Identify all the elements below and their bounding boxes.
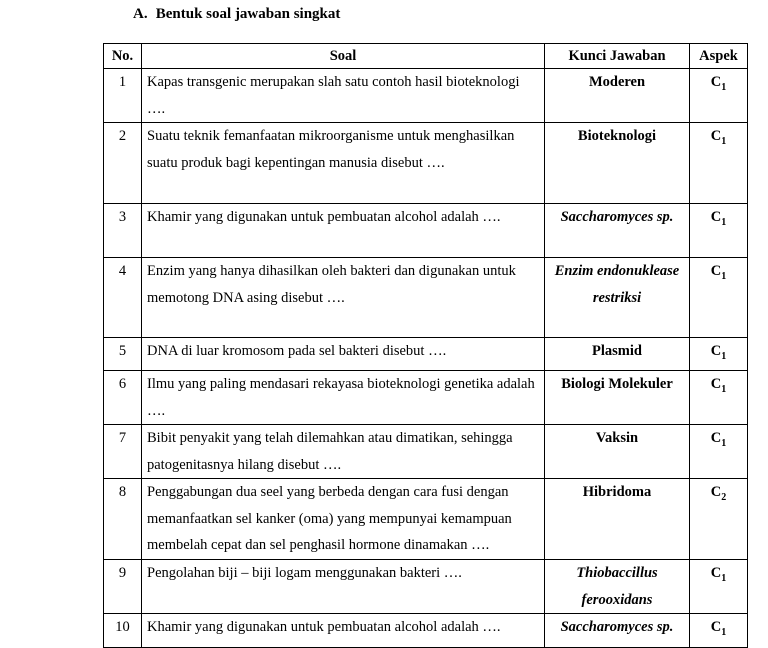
cognitive-level bbox=[690, 425, 748, 479]
cognitive-level-number: 1 bbox=[721, 438, 727, 450]
question-text: Ilmu yang paling mendasari rekayasa bioteknologi genetika adalah …. bbox=[142, 371, 545, 425]
answer-key: Enzim endonuklease restriksi bbox=[545, 258, 690, 338]
cognitive-level-letter: C bbox=[710, 263, 722, 279]
row-number: 10 bbox=[104, 614, 142, 647]
cognitive-level-number: 1 bbox=[721, 270, 727, 282]
answer-key: Biologi Molekuler bbox=[545, 371, 690, 425]
table-row bbox=[104, 425, 748, 479]
header-no: No. bbox=[104, 44, 142, 69]
section-heading bbox=[133, 6, 340, 23]
cognitive-level-number: 1 bbox=[721, 627, 727, 639]
section-title: Bentuk soal jawaban singkat bbox=[155, 6, 341, 22]
cognitive-level-letter: C bbox=[710, 209, 722, 225]
table-row bbox=[104, 371, 748, 425]
table-header-row bbox=[104, 44, 748, 69]
question-text: Pengolahan biji – biji logam menggunakan bakteri …. bbox=[142, 560, 545, 614]
cognitive-level bbox=[690, 614, 748, 647]
row-number: 7 bbox=[104, 425, 142, 479]
cognitive-level-number: 1 bbox=[721, 350, 727, 362]
table-row bbox=[104, 560, 748, 614]
cognitive-level bbox=[690, 479, 748, 560]
answer-key: Bioteknologi bbox=[545, 123, 690, 204]
question-text: Suatu teknik femanfaatan mikroorganisme untuk menghasilkan suatu produk bagi kepentingan manusia disebut …. bbox=[142, 123, 545, 204]
header-soal: Soal bbox=[142, 44, 545, 69]
answer-key: Moderen bbox=[545, 69, 690, 123]
cognitive-level-letter: C bbox=[710, 128, 722, 144]
cognitive-level bbox=[690, 371, 748, 425]
header-kunci-jawaban: Kunci Jawaban bbox=[545, 44, 690, 69]
header-aspek: Aspek bbox=[690, 44, 748, 69]
question-text: Bibit penyakit yang telah dilemahkan atau dimatikan, sehingga patogenitasnya hilang disebut …. bbox=[142, 425, 545, 479]
cognitive-level bbox=[690, 338, 748, 371]
question-text: Khamir yang digunakan untuk pembuatan alcohol adalah …. bbox=[142, 204, 545, 258]
row-number: 6 bbox=[104, 371, 142, 425]
answer-key: Vaksin bbox=[545, 425, 690, 479]
question-text: Penggabungan dua seel yang berbeda dengan cara fusi dengan memanfaatkan sel kanker (oma) yang mempunyai kemampuan membelah cepat dan sel penghasil hormone dinamakan …. bbox=[142, 479, 545, 560]
table-row bbox=[104, 479, 748, 560]
cognitive-level-letter: C bbox=[710, 619, 722, 636]
cognitive-level-letter: C bbox=[710, 343, 722, 359]
cognitive-level-number: 2 bbox=[721, 492, 727, 504]
row-number: 2 bbox=[104, 123, 142, 204]
table-row bbox=[104, 338, 748, 371]
cognitive-level bbox=[690, 560, 748, 614]
row-number: 9 bbox=[104, 560, 142, 614]
row-number: 5 bbox=[104, 338, 142, 371]
cognitive-level-number: 1 bbox=[721, 81, 727, 93]
answer-key: Saccharomyces sp. bbox=[545, 204, 690, 258]
section-letter: A. bbox=[133, 6, 148, 22]
cognitive-level bbox=[690, 123, 748, 204]
question-text: DNA di luar kromosom pada sel bakteri disebut …. bbox=[142, 338, 545, 371]
question-text: Enzim yang hanya dihasilkan oleh bakteri dan digunakan untuk memotong DNA asing disebut …. bbox=[142, 258, 545, 338]
cognitive-level bbox=[690, 204, 748, 258]
table-row bbox=[104, 69, 748, 123]
answer-key: Saccharomyces sp. bbox=[545, 614, 690, 647]
answer-key: Thiobaccillus ferooxidans bbox=[545, 560, 690, 614]
question-table bbox=[103, 43, 748, 648]
cognitive-level-number: 1 bbox=[721, 573, 727, 585]
table-row bbox=[104, 123, 748, 204]
row-number: 1 bbox=[104, 69, 142, 123]
row-number: 4 bbox=[104, 258, 142, 338]
cognitive-level bbox=[690, 69, 748, 123]
cognitive-level bbox=[690, 258, 748, 338]
answer-key: Hibridoma bbox=[545, 479, 690, 560]
row-number: 3 bbox=[104, 204, 142, 258]
row-number: 8 bbox=[104, 479, 142, 560]
cognitive-level-letter: C bbox=[710, 74, 722, 90]
cognitive-level-letter: C bbox=[710, 484, 722, 501]
table-row bbox=[104, 204, 748, 258]
question-text: Kapas transgenic merupakan slah satu contoh hasil bioteknologi …. bbox=[142, 69, 545, 123]
question-text: Khamir yang digunakan untuk pembuatan alcohol adalah …. bbox=[142, 614, 545, 647]
cognitive-level-letter: C bbox=[710, 376, 722, 393]
cognitive-level-number: 1 bbox=[721, 384, 727, 396]
cognitive-level-letter: C bbox=[710, 565, 722, 582]
table-row bbox=[104, 614, 748, 647]
answer-key: Plasmid bbox=[545, 338, 690, 371]
table-row bbox=[104, 258, 748, 338]
cognitive-level-letter: C bbox=[710, 430, 722, 447]
cognitive-level-number: 1 bbox=[721, 216, 727, 228]
cognitive-level-number: 1 bbox=[721, 135, 727, 147]
